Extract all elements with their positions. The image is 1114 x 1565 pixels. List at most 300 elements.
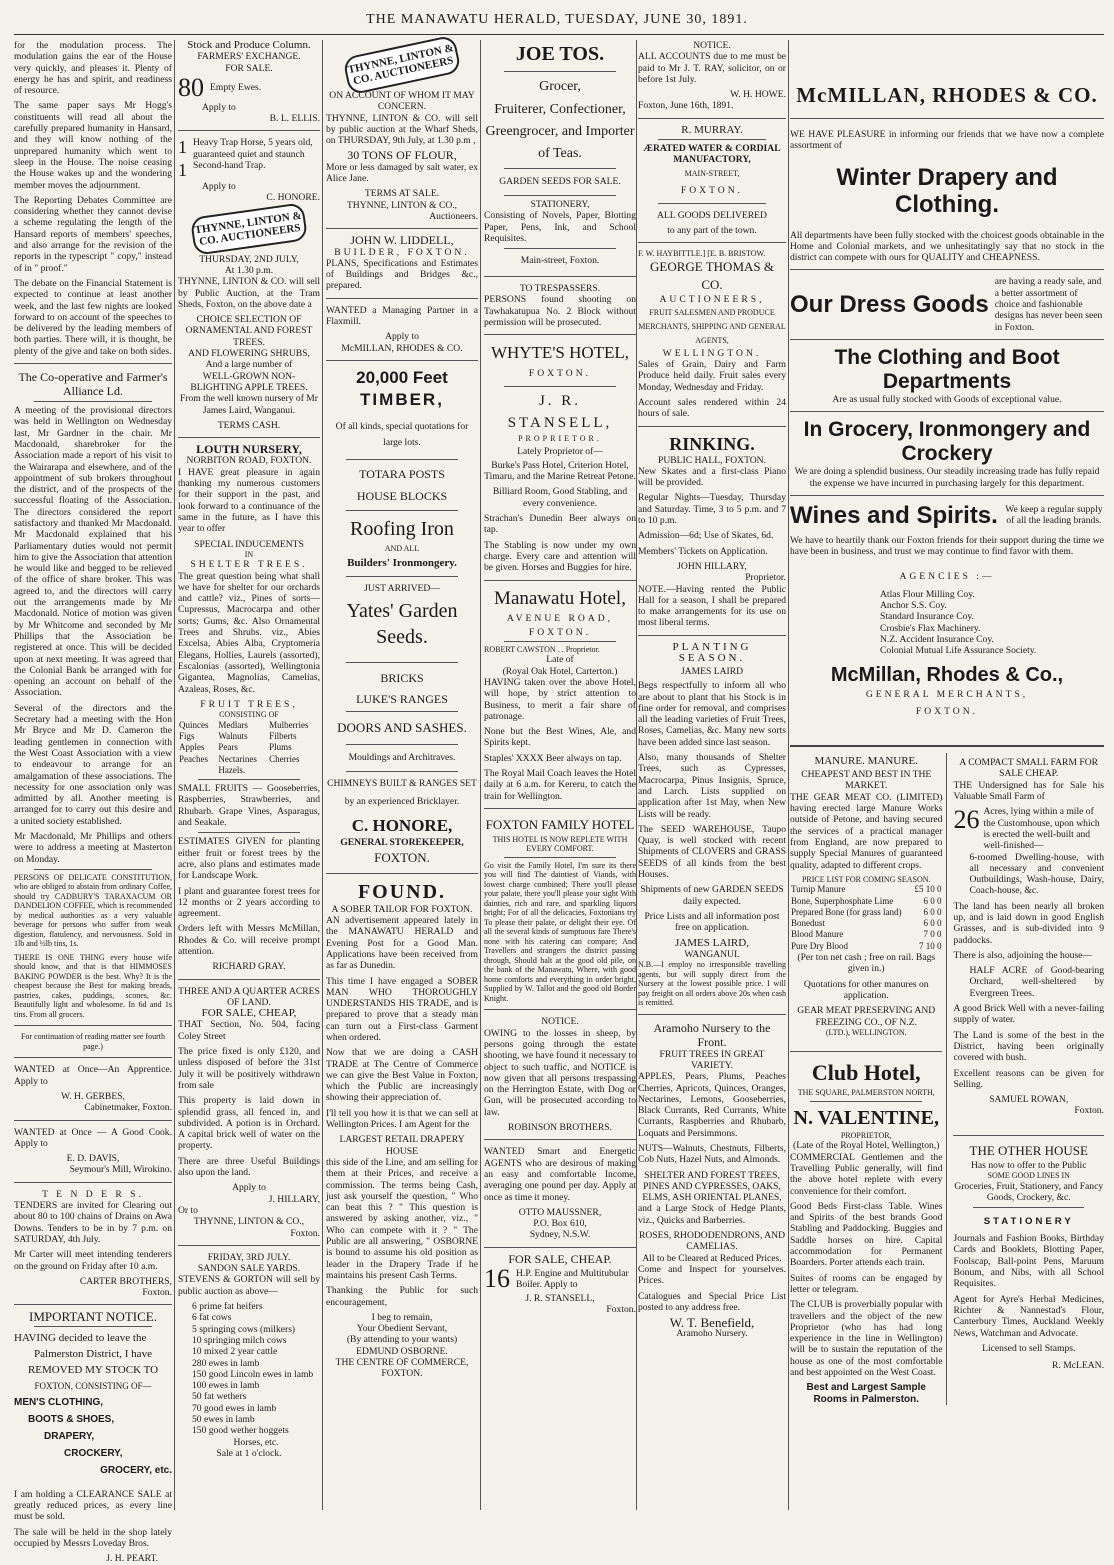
land-paragraph: The land has been nearly all broken up, and is laid down in good English Grasses, and is sub-divided into 9 paddocks. [953,900,1104,946]
some-good: SOME GOOD LINES IN [987,1171,1070,1181]
all-kinds: Of all kinds, special quotations for large lots. [335,420,469,448]
price-list-heading: PRICE LIST FOR COMING SEASON. [801,874,931,884]
table-row [790,884,942,895]
column-divider [322,40,323,1510]
auction-paragraph: THYNNE, LINTON & CO. will sell by Public Auction, at the Tram Sheds, Foxton, on the above date a [178,276,320,310]
table-row [178,754,320,765]
per-ton: (Per ton net cash ; free on rail. Bags given in.) [797,952,936,975]
quotations: Quotations for other manures on application. [803,978,929,1001]
divider [484,1009,636,1010]
family-hotel: FOXTON FAMILY HOTEL [485,816,635,832]
advertiser-name: B. L. ELLIS. [269,113,320,125]
norbiton-road: NORBITON ROAD, FOXTON. [186,455,312,467]
list-item: Atlas Flour Milling Coy. [880,588,975,600]
signature: JOHN HILLARY, [677,560,747,572]
manure-heading: MANURE. MANURE. [814,755,919,768]
table-cell: £5 10 0 [914,884,942,895]
divider [953,1135,1104,1136]
land2-paragraph: The Land is some of the best in the District, having been originally covered with bush. [953,1029,1104,1064]
column-divider [788,40,789,1510]
plant-paragraph: I plant and guarantee forest trees for 12 months or 2 years according to agreement. [178,885,320,920]
table-row [178,720,320,731]
stock-item: BOOTS & SHOES, [28,1413,115,1425]
whytes-hotel: WHYTE'S HOTEL, [490,343,630,363]
general-merchants: GENERAL MERCHANTS, [865,688,1029,700]
divider [484,334,636,335]
admission-paragraph: Admission—6d; Use of Skates, 6d. [638,530,774,542]
table-cell: 6 0 0 [923,895,942,906]
divider [178,1245,320,1246]
list-item: 10 springing milch cows [192,1334,287,1346]
fruit-salesmen: FRUIT SALESMEN AND PRODUCE MERCHANTS, SHIPPING AND GENERAL AGENTS, [638,307,786,345]
list-item: 6 fat cows [192,1312,232,1324]
foxton-label: FOXTON. [528,626,592,638]
shelter-trees-heading: SHELTER TREES. [190,559,308,571]
tenders-paragraph: Mr Carter will meet intending tenderers on the ground on Friday after 10 a.m. [14,1249,172,1272]
column-3 [326,40,478,1510]
signature: RICHARD GRAY. [212,961,286,973]
largest-drapery: LARGEST RETAIL DRAPERY HOUSE [339,1134,465,1157]
auctioneers-label: Auctioneers. [429,210,478,222]
winter-heading: Winter Drapery and Clothing. [836,163,1058,218]
divider [484,1247,636,1248]
table-cell: Cherries [269,753,300,764]
signature: SAMUEL ROWAN, [989,1094,1069,1106]
table-cell: Medlars [218,719,248,730]
divider [504,71,616,72]
note-paragraph: NOTE.—Having rented the Public Hall for a season, I shall be prepared to make arrangements for its use on most liberal terms. [638,583,786,629]
table-cell: Figs [179,730,195,741]
roofing-iron: Roofing Iron [350,517,454,540]
foxton-label: FOXTON. [374,849,430,865]
large-number-line: And a large number of [205,359,293,371]
wanted-apprentice: WANTED at Once—An Apprentice. Apply to [14,1064,172,1087]
none-but-paragraph: None but the Best Wines, Ale, and Spirits kept. [484,726,636,749]
divider [178,130,320,131]
acres-paragraph: Acres, lying within a mile of the Customhouse, upon which is erected the well-built and well-finished— [983,806,1100,852]
seed-paragraph: The SEED WAREHOUSE, Taupo Quay, is well stocked with recent Shipments of CLOVERS and GRASS SEEDS of all kinds from the best Houses. [638,823,786,881]
roomed-paragraph: 6-roomed Dwelling-house, with all necessary and convenient Outbuildings, Wash-house, Dairy, Coach-house, &c. [969,851,1104,897]
foxton-label: Foxton. [1074,1105,1104,1117]
club-hotel: Club Hotel, [811,1060,921,1086]
planting-season: PLANTING SEASON. [672,640,752,664]
cocoa-notice: PERSONS OF DELICATE CONSTITUTION, who are obliged to abstain from ordinary Coffee, should try CADBURY'S TARAXACUM OR DANDELION COFFEE, which is recommended by medical authorities as a very valuable beverage for persons who suffer from weak digestion, flatulency, and nervousness. Sold in 1lb and ½lb tins, 1s. [14,872,172,949]
advertiser-place: Foxton. [606,1304,636,1316]
article-paragraph: The same paper says Mr Hogg's constituents will read all about the carefully prepared humanity in Hansard, and they will know nothing of the unprepared humanity which went to sleep in the House. The noise ceasing the House wakes up and the wondering member moves the adjournment. [14,100,172,191]
list-item: 10 mixed 2 year cattle [192,1346,278,1358]
table-row [790,929,942,940]
advertiser-name: E. D. DAVIS, [66,1153,120,1165]
divider [346,744,458,745]
wanted-paragraph: WANTED Smart and Energetic AGENTS who are desirous of making an easy and comfortable Income, averaging one pound per day. Apply at once as time it money. [484,1146,636,1203]
royal-oak: (Royal Oak Hotel, Carterton.) [502,665,618,677]
auctioneers-stamp: THYNNE, LINTON & CO. AUCTIONEERS [342,35,461,96]
also-paragraph: There is also, adjoining the house— [953,949,1093,961]
divider [504,248,616,249]
divider [346,459,458,460]
dress-paragraph: are having a ready sale, and a better assortment of choice and fashionable designs has never been seen in Foxton. [994,276,1103,333]
wanted-cook: WANTED at Once — A Good Cook. Apply to [14,1126,172,1149]
builders-ironmongery: Builders' Ironmongery. [347,557,457,570]
divider [178,979,320,980]
lukes-ranges: LUKE'S RANGES [356,692,448,707]
remain: I beg to remain, [371,1311,433,1323]
rinking-heading: RINKING. [669,433,755,454]
agent-paragraph: Agent for Ayre's Herbal Medicines, Richter & Nannestad's Flour, Canterbury Times, Auckland Weekly News, Watchman and Advocate. [953,1293,1104,1339]
servant: Your Obedient Servant, [356,1323,448,1335]
for-sale: FOR SALE. [225,62,273,74]
divider [810,1101,922,1102]
clearance-paragraph: I am holding a CLEARANCE SALE at greatly reduced prices, as every line must be sold. [14,1488,172,1523]
sale-time: Sale at 1 o'clock. [216,1447,282,1459]
wines-side: We keep a regular supply of all the leading brands. [1005,504,1103,527]
terms-line: TERMS AT SALE. [364,188,440,200]
special-line: SPECIAL INDUCEMENTS [194,538,304,550]
cawston-line: ROBERT CAWSTON . . Proprietor. [484,644,600,654]
late-of: Late of [546,654,574,666]
divider [346,711,458,712]
undersigned-paragraph: THE Undersigned has for Sale his Valuable Small Farm of [953,779,1104,803]
section-paragraph: THAT Section, No. 504, facing Coley Street [178,1019,320,1042]
laird-name: JAMES LAIRD [680,666,744,678]
divider [504,195,616,196]
has-now: Has now to offer to the Public [971,1159,1087,1171]
list-item: 70 good ewes in lamb [192,1402,277,1414]
divider [326,873,478,874]
apply-label: Apply to [385,331,419,343]
column-5 [638,40,786,1510]
roses-line: ROSES, RHODODENDRONS, AND CAMELIAS. [638,1230,786,1253]
divider [14,1182,172,1183]
masthead: THE MANAWATU HERALD, TUESDAY, JUNE 30, 1891. [366,12,748,27]
article-paragraph: The Reporting Debates Committee are considering whether they cannot devise a scheme regulating the length of the Hansard reports of members' speeches, and also arrange for the revision of the reports in the typescript " copy," instead of in " proof." [14,194,172,274]
list-item: Standard Insurance Coy. [880,611,974,623]
cleared-line: All to be Cleared at Reduced Prices. [642,1252,782,1264]
shelter-paragraph: The great question being what shall we have for shelter for our orchards and cattle? viz., Pines of sorts—Cupressus, Macrocarpa and other sorts; Gums, &c. Also Ornamental Trees and Shrubs. viz., Abies Excelsa, Abies Alba, Cryptomeria Elegans, Hollies, Laurels (assorted), Escalonias (assorted), Wellingtonia Gigantea, Magnolias, Camelias, Azaleas, Roses, &c. [178,570,320,695]
advertiser-name: C. HONORE. [266,192,320,204]
c-honore: C. HONORE, [351,816,453,836]
orders-paragraph: Orders left with Messrs McMillan, Rhodes & Co. will receive prompt attention. [178,923,320,957]
wines-heading: Wines and Spirits. [790,501,998,529]
choice-line: CHOICE SELECTION OF [196,314,302,326]
found-paragraph: this side of the Line, and am selling for them at their Prices, and receive a commission. The terms being Cash, just ask yourself the question, " Who can beat this ? " This question is answered by asking another, viz., " Who can compete with it ? " The Public are all answering, " OSBORNE is bound to assume his old position as leader in the Drapery Trade if he maintains his present Cash Terms. [326,1156,478,1281]
stationery-paragraph: Consisting of Novels, Paper, Blotting Paper, Pens, Ink, and School Requisites. [484,210,636,244]
table-cell: Pears [218,742,238,753]
proprietor-label: PROPRIETOR. [518,434,602,444]
manure-price-table [790,884,942,952]
article-paragraph: for the modulation process. The modulation gains the ear of the House very quickly, and pleases it. Plenty of energy he has and spirit, and readiness of resource. [14,40,172,97]
avenue-road: AVENUE ROAD, [506,612,614,624]
divider [790,1051,942,1052]
buildings-paragraph: There are three Useful Buildings also upon the land. [178,1155,320,1179]
table-cell: 7 0 0 [923,929,942,940]
advertiser-name: W. H. GERBES, [61,1090,125,1102]
public-hall: PUBLIC HALL, FOXTON. [657,454,767,466]
strachan-paragraph: Strachan's Dunedin Beer always on tap. [484,513,636,536]
divider [484,808,636,809]
acres-heading: THREE AND A QUARTER ACRES OF LAND. [178,985,320,1008]
laird-paragraph: Begs respectfully to inform all who are about to plant that his Stock is in fine order for removal, and comprises all the leading varieties of Fruit Trees, Roses, Camelias, &c. Many new sorts have been added since last season. [638,680,786,748]
divider [790,495,1104,496]
catalogues-paragraph: Catalogues and Special Price List posted to any address free. [638,1290,786,1313]
table-row [178,731,320,742]
advertiser-name: OTTO MAUSSNER, [518,1206,602,1218]
wanted-paragraph: WANTED a Managing Partner in a Flaxmill. [326,304,478,328]
nb-paragraph: N.B.—I employ no irresponsible travelling agents, but will supply direct from the Nursery at the lowest possible price. I will pay freight on all orders above 20s when cash is remitted. [638,960,786,1008]
table-row [790,907,942,918]
skates-paragraph: New Skates and a first-class Piano will be provided. [638,465,786,489]
list-item: Crosbie's Flax Machinery. [880,622,981,634]
divider [658,203,766,204]
important-notice-heading: IMPORTANT NOTICE. [29,1309,157,1325]
shipments-paragraph: Shipments of new GARDEN SEEDS daily expected. [640,884,784,907]
quantity-number: 16 [484,1264,510,1294]
members-paragraph: Members' Tickets on Application. [638,545,768,557]
tenders-place: Foxton. [142,1287,172,1299]
article-paragraph: Mr Macdonald, Mr Phillips and others were to address a meeting at Masterton on Monday. [14,831,172,865]
auctioneers-label: AUCTIONEERS, [659,294,765,306]
stansell-name: J. R. STANSELL, [507,393,613,432]
george-thomas: GEORGE THOMAS & CO. [650,259,774,293]
sale-paragraph: The sale will be held in the shop lately occupied by Messrs Loveday Bros. [14,1526,172,1549]
list-item: Colonial Mutual Life Assurance Society. [880,645,1037,657]
divider [973,1207,1084,1208]
divider [504,386,616,387]
murray-name: R. MURRAY. [681,123,743,136]
list-item: 50 ewes in lamb [192,1413,255,1425]
divider [14,1025,172,1026]
benefield-name: W. T. Benefield, [669,1315,755,1331]
column-6 [790,40,1104,1510]
poem: Go visit the Family Hotel, I'm sure its there you will find The daintiest of Viands, with lowest charge combined; There you'll please your palate, there you'll please your sight With dainties, rich and rare, and sparkling liquors bright; For of all the delicacies, Foxtonians try To please their palate, or delight their eye. Of all the several kinds of sumptuous fare There's none with his catering can compare; And Travellers and strangers the district passing through, Should halt at the good old pile, on the bank of the Manawatu, Where, with good home comforts and everything in order bright, Supplied by W. Tallot and the good old Border Knight. [484,860,636,1003]
well-paragraph: A good Brick Well with a never-failing supply of water. [953,1003,1104,1026]
divider [326,360,478,361]
compact-farm: A COMPACT SMALL FARM FOR SALE CHEAP. [959,757,1099,780]
and-all: AND ALL [384,543,420,553]
firm-heading-2: McMillan, Rhodes & Co., [830,663,1064,686]
sober-tailor: A SOBER TAILOR FOR FOXTON. [331,903,473,915]
yates-seeds: Yates' Garden Seeds. [346,600,458,649]
stock-item: CROCKERY, [64,1447,123,1459]
pleasure-paragraph: WE HAVE PLEASURE in informing our friends that we have now a complete assortment of [790,129,1104,152]
found-paragraph: This time I have engaged a SOBER MAN WHO THOROUGHLY UNDERSTANDS HIS TRADE, and is prepared to prove that a steady man can turn out a First-class Garment when ordered. [326,975,478,1043]
for-sale-cheap: FOR SALE, CHEAP. [508,1251,612,1266]
stock-item: GROCERY, etc. [100,1464,172,1476]
stationery-heading: STATIONERY, [530,199,590,210]
engine-line: H.P. Engine and Multitubular Boiler. Apply to [516,1267,629,1291]
divider [658,139,766,140]
grocery-paragraph: We are doing a splendid business. Our steadily increasing trade has fully repaid the expense we have incurred in purchasing largely for this department. [794,466,1100,489]
divider [790,118,1104,119]
regular-paragraph: Regular Nights—Tuesday, Thursday and Saturday. Time, 3 to 5 p.m. and 7 to 10 p.m. [638,492,786,527]
greengrocer-line: Greengrocer, and Importer of Teas. [485,124,635,161]
table-cell: Prepared Bone (for grass land) [791,906,902,917]
journals-paragraph: Journals and Fashion Books, Birthday Cards and Booklets, Blotting Paper, Foolscap, Ball-point Pens, Maruum Bonum, and Nibs, with all School Requisites. [953,1233,1104,1290]
column-2 [178,40,320,1510]
divider [14,363,172,364]
mouldings: Mouldings and Architraves. [348,752,456,764]
signature: J. H. PEART. [106,1553,158,1565]
agency-list [790,589,1104,657]
partners-line: F. W. HAYBITTLE.] [E. B. BRISTOW. [638,248,766,258]
grocery-heading: In Grocery, Ironmongery and Crockery [803,418,1091,466]
divider [484,1139,636,1140]
divider [790,339,1104,340]
firm-heading: McMILLAN, RHODES & CO. [796,83,1098,107]
also-paragraph: Also, many thousands of Shelter Trees, such as Cypresses, Macrocarpa, Pinus Insignis, Spruce, and Larch. Lists supplied on application after 1st May, when New Lists will be ready. [638,752,786,820]
laird-name: JAMES LAIRD, [675,936,749,949]
wanganui-label: WANGANUI. [684,948,740,960]
divider [34,869,152,870]
hedge-paragraph: and a Large Stock of Hedge Plants, viz., Quicks and Barberries. [638,1203,786,1226]
ltd-wellington: (LTD.), WELLINGTON. [825,1027,907,1037]
square-line: THE SQUARE, PALMERSTON NORTH, [797,1088,935,1098]
sale-date: FRIDAY, 3RD JULY. [207,1251,291,1263]
aerated-heading: ÆRATED WATER & CORDIAL MANUFACTORY, [643,143,781,166]
found-paragraph: Now that we are doing a CASH TRADE at The Centre of Commerce we can give the Best Value in Foxton, which the Public are increasingly showing their appreciation of. [326,1047,478,1104]
divider [504,168,616,169]
list-item: Horses, etc. [233,1436,279,1448]
foxton-label: FOXTON. [528,368,592,380]
notice-heading: NOTICE. [693,40,731,51]
table-cell: Walnuts [218,730,248,741]
staples-paragraph: Staples' XXXX Beer always on tap. [484,752,622,764]
nursery-line: From the well known nursery of Mr James Laird, Wanganui. [179,393,319,416]
good-beds-paragraph: Good Beds First-class Table. Wines and Spirits of the best brands Good Stabling and Paddocking. Buggies and Saddle horses on hire. Capital accommodation for Permanent Boarders. Porter attends each train. [790,1200,943,1269]
list-item: N.Z. Accident Insurance Coy. [880,633,994,645]
article-paragraph: The debate on the Financial Statement is expected to continue at least another week, and the last few nights are looked forward to on account of the speeches to be delivered by the leading members of both parties. There will, it is thought, be plenty of the give and take on both sides. [14,277,172,357]
sydney: Sydney, N.S.W. [529,1229,591,1241]
divider [638,635,786,636]
list-item: 5 springing cows (milkers) [192,1323,296,1335]
stock-list [178,1301,320,1448]
table-cell [178,765,217,776]
column-divider [636,40,637,1510]
notice-date: Foxton, June 16th, 1891. [638,100,734,112]
foxton-label: FOXTON. [915,705,979,717]
table-cell: Hazels. [218,764,246,775]
list-item: 50 fat wethers [192,1391,247,1403]
licensed-line: Licensed to sell Stamps. [982,1342,1076,1354]
goods-delivered: ALL GOODS DELIVERED [657,209,767,221]
trap-item: Heavy Trap Horse, 5 years old, guaranteed quiet and staunch [193,137,313,160]
come-paragraph: Come and Inspect for yourselves. Prices. [638,1263,786,1287]
fruit-table [178,720,320,776]
house-blocks: HOUSE BLOCKS [356,488,448,503]
table-row [790,941,942,952]
divider [638,242,786,243]
replete-line: THIS HOTEL IS NOW REPLETE WITH EVERY COMFORT. [492,834,628,854]
continuation-note: For continuation of reading matter see fourth page.) [21,1032,165,1051]
stock-column-heading: Stock and Produce Column. [187,39,311,51]
auction-time: At 1.30 p.m. [224,264,274,276]
valentine-name: N. VALENTINE, [793,1106,939,1129]
table-cell: 6 0 0 [923,918,942,929]
list-item: 150 good Lincoln ewes in lamb [192,1368,314,1380]
grocer-line: Grocer, [539,79,581,94]
half-acre: HALF ACRE of Good-bearing Orchard, well-sheltered by Evergreen Trees. [969,965,1104,999]
list-item: 6 prime fat heifers [192,1301,263,1313]
divider [178,437,320,438]
table-row [178,742,320,753]
table-cell: 6 0 0 [923,906,942,917]
found-paragraph: AN advertisement appeared lately in the MANAWATU HERALD and Evening Post for a Good Man. Applications have been received from as far as Dunedin. [326,915,478,972]
divider [14,1304,172,1305]
bricks: BRICKS [380,671,424,686]
table-cell: Plums [269,742,292,753]
notice-heading: NOTICE. [541,1016,579,1028]
table-cell [268,765,320,776]
article-paragraph: A meeting of the provisional directors was held in Wellington on Wednesday last, Mr Gardner in the chair. Mr Macdonald, sharebroker for the Association made a report of his visit to the Wairarapa and elsewhere, and of the appointment of sub brokers throughout the district, and of the prospects of the successful floating of the Association. The directors considered the report satisfactory and thanked Mr Macdonald. Mr Macdonald explained that his Parliamentary duties would not permit him to give the Association that attention he would like and begged to be relieved of the office of share broker. This was agreed to, and the directors will carry out the arrangements made by Mr Macdonald. Notice of motion was given by Mr Whitcome and seconded by Mr Phillips that the Association be registered at once. This will be decided upon at next meeting. It was agreed that the Colonial Bank be arranged with for opening an account on behalf of the Association. [14,405,172,699]
builder-foxton: BUILDER, FOXTON. [334,246,470,258]
advertiser-place: Foxton. [290,1227,320,1239]
damaged-line: More or less damaged by salt water, ex Alice Jane. [326,161,478,185]
divider [14,1057,172,1058]
wellgrown-line: WELL-GROWN NON-BLIGHTING APPLE TREES. [190,370,308,393]
best-largest: Best and Largest Sample Rooms in Palmerston. [806,1382,926,1405]
signature: ROBINSON BROTHERS. [508,1122,612,1134]
divider [346,771,458,772]
proprietor-label: Proprietor. [745,572,786,584]
plans-paragraph: PLANS, Specifications and Estimates of Buildings and Bridges &c., prepared. [326,257,478,292]
stock-item: DRAPERY, [44,1430,95,1442]
table-cell: Bonedust [791,918,826,929]
advertiser-trade: Cabinetmaker, Foxton. [84,1102,172,1114]
divider [34,401,152,402]
table-row [178,765,320,776]
removed-line: REMOVED MY STOCK TO [27,1363,159,1376]
doors-sashes: DOORS AND SASHES. [337,720,467,736]
table-row [790,896,942,907]
ornamental-line: ORNAMENTAL AND FOREST TREES. [185,325,313,348]
table-cell: Peaches [179,753,208,764]
general-storekeeper: GENERAL STOREKEEPER, [340,837,464,849]
divider [790,411,1104,412]
stabling-paragraph: The Stabling is now under my own charge. Every care and attention will be given. Horses and Buggies for hire. [484,539,636,574]
feet-heading: 20,000 Feet [356,367,448,387]
estimates-paragraph: ESTIMATES GIVEN for planting either fruit or forest trees by the acre, also plans and estimates made for Landscape Work. [178,836,320,882]
found-paragraph: I'll tell you how it is that we can sell at Wellington Prices. I am Agent for the [326,1107,478,1131]
found-heading: FOUND. [357,880,447,903]
thank-paragraph: We have to heartily thank our Foxton friends for their support during the time we have been in business, and trust we may continue to find favor with them. [790,534,1104,558]
divider [484,580,636,581]
table-cell: Apples [179,742,205,753]
cheapest-line: CHEAPEST AND BEST IN THE MARKET. [801,769,932,792]
column-divider [174,40,175,1510]
fruit-trees-heading: FRUIT TREES, [200,698,298,710]
divider [346,510,458,511]
royal-mail-paragraph: The Royal Mail Coach leaves the Hotel daily at 6 a.m. for Kereru, to catch the train for Wellington. [484,768,636,802]
quantity-number: 1 [178,160,187,181]
commercial-paragraph: COMMERCIAL Gentlemen and the Travelling Public generally, will find the above hotel replete with every convenience for their comfort. [790,1151,943,1197]
late-royal: (Late of the Royal Hotel, Wellington,) [793,1140,940,1152]
departments-paragraph: All departments have been fully stocked with the choicest goods obtainable in the Home and Colonial markets, and we unhesitatingly say that no stock in the district can compete with ours for QUALITY and CHEAPNESS. [790,229,1104,264]
article-paragraph: Several of the directors and the Secretary had a meeting with the Hon Mr Bryce and Mr D. Cameron the leading gentlemen in connection with the West Coast Association with a view to endeavour to arrange for an amalgamation of these associations. The necessity for one association only was admitted by all. Another meeting is arranged for to carry out this desire and a united society established. [14,702,172,827]
having-paragraph: HAVING taken over the above Hotel, will hope, by strict attention to Business, to merit a fair share of patronage. [484,676,636,722]
found-paragraph: Thanking the Public for such encouragement, [326,1285,478,1308]
chimneys: CHIMNEYS BUILT & RANGES SET by an experienced Bricklayer. [327,778,477,808]
centre-of-commerce: THE CENTRE OF COMMERCE, FOXTON. [335,1357,469,1380]
sale-yards: SANDON SALE YARDS. [197,1263,301,1275]
fruiterer-line: Fruiterer, Confectioner, [494,102,626,117]
having-line: Palmerston District, I have [34,1347,152,1360]
timber-heading: TIMBER, [360,389,444,409]
ewes-item: Empty Ewes. [210,82,262,94]
quantity-number: 26 [953,805,980,835]
coop-heading: The Co-operative and Farmer's Alliance Ld. [18,370,168,399]
table-cell: Filberts [269,730,297,741]
consisting-of: CONSISTING OF [219,710,279,720]
